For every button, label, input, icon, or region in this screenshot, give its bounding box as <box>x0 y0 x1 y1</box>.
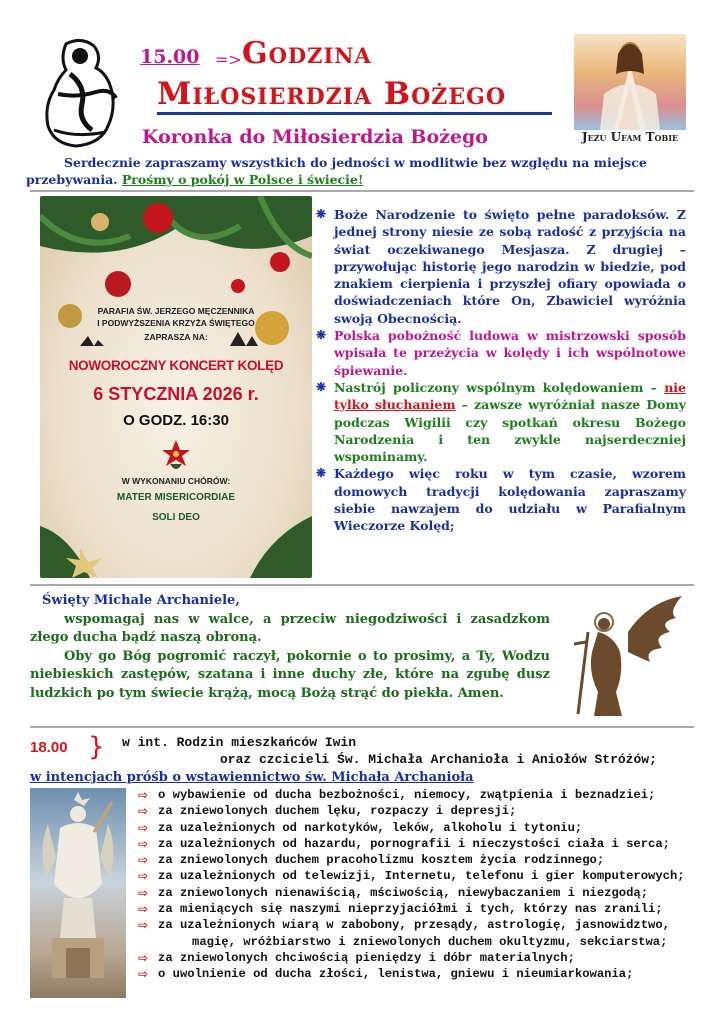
snowflake-icon: ❋ <box>316 466 327 481</box>
list-item <box>138 917 718 933</box>
arrow-right-icon: ⇨ <box>138 820 149 835</box>
intentions-heading: w intencjach próśb o wstawiennictwo św. Michała Archanioła <box>30 770 474 785</box>
list-item <box>138 836 718 852</box>
bullet-text: Polska pobożność ludowa w mistrzowski sposób wpisała te przeżycia w kolędy i ich wspólnotowe śpiewanie. <box>334 328 686 378</box>
list-item-text: za zniewolonych duchem lęku, rozpaczy i depresji; <box>158 804 517 819</box>
bullet-text: – zawsze wyróżniał nasze Domy podczas Wigilii czy spotkań okresu Bożego Narodzenia i ten zwykle najserdeczniej wspominamy. <box>334 397 686 465</box>
poster-choir-1: MATER MISERICORDIAE <box>116 492 236 503</box>
pieta-image <box>36 34 136 150</box>
divine-mercy-image <box>574 34 686 130</box>
arrow-right-icon: ⇨ <box>138 950 149 965</box>
prayer-title: Święty Michale Archaniele, <box>42 593 240 608</box>
divider <box>30 726 694 728</box>
list-item-text: za uzależnionych wiarą w zabobony, przesądy, astrologię, jasnowidztwo, <box>158 918 670 933</box>
arrow-right-icon: ⇨ <box>138 788 149 802</box>
list-item-text: o uwolnienie od ducha złości, lenistwa, gniewu i nieumiarkowania; <box>158 967 634 982</box>
list-item <box>138 950 718 966</box>
st-michael-prayer <box>30 592 550 703</box>
page-title-line2: Miłosierdzia Bożego <box>157 76 507 112</box>
arrow-right-icon: ⇨ <box>138 836 149 851</box>
list-item <box>138 885 718 901</box>
image-caption: Jezu Ufam Tobie <box>581 130 679 144</box>
time-arrow: => <box>215 50 242 69</box>
arrow-right-icon: ⇨ <box>138 853 149 868</box>
list-item-text: za zniewolonych duchem pracoholizmu kosztem życia rodzinnego; <box>158 853 605 868</box>
arrow-right-icon: ⇨ <box>138 918 149 933</box>
intentions-list <box>138 787 718 983</box>
list-item-text: za zniewolonych chciwością pieniędzy i dóbr materialnych; <box>158 950 575 965</box>
mass-time: 18.00 <box>30 739 68 756</box>
divider <box>30 584 694 586</box>
poster-parish-line2: I PODWYŻSZENIA KRZYŻA ŚWIĘTEGO <box>97 318 255 328</box>
christmas-bullets <box>316 206 686 535</box>
poster-parish-line1: PARAFIA ŚW. JERZEGO MĘCZENNIKA <box>97 306 255 316</box>
intro-paragraph <box>26 154 696 188</box>
list-item-text: za uzależnionych od narkotyków, leków, alkoholu i tytoniu; <box>158 820 583 835</box>
poster-choirs-label: W WYKONANIU CHÓRÓW: <box>121 476 231 486</box>
list-item <box>138 787 718 803</box>
list-item <box>138 901 718 917</box>
poster-invites: ZAPRASZA NA: <box>144 332 208 342</box>
list-item-text: za uzależnionych od hazardu, pornografii i nieczystości ciała i serca; <box>158 836 670 851</box>
arrow-right-icon: ⇨ <box>138 869 149 884</box>
bullet-item <box>316 379 686 465</box>
arrow-right-icon: ⇨ <box>138 902 149 917</box>
title-underline <box>157 112 552 115</box>
prayer-paragraph-1: wspomagaj nas w walce, a przeciw niegodziwości i zasadzkom złego ducha bądź naszą obroną. <box>30 611 550 645</box>
list-item <box>138 803 718 819</box>
event-time: 15.00 <box>140 46 200 68</box>
intro-highlight: Prośmy o pokój w Polsce i świecie! <box>121 172 364 187</box>
list-item-text: za uzależnionych od telewizji, Internetu, telefonu i gier komputerowych; <box>158 869 685 884</box>
snowflake-icon: ❋ <box>316 328 327 343</box>
list-item-continuation <box>138 934 718 950</box>
list-item-text: za zniewolonych nienawiścią, mściwością, niewybaczaniem i niezgodą; <box>158 885 649 900</box>
divider <box>30 190 694 192</box>
list-item <box>138 868 718 884</box>
list-item-text: magię, wróżbiarstwo i zniewolonych duchem okultyzmu, sekciarstwa; <box>192 934 668 949</box>
poster-date: 6 STYCZNIA 2026 r. <box>93 384 259 404</box>
poster-headline: NOWOROCZNY KONCERT KOLĘD <box>68 358 284 373</box>
intro-text: Serdecznie zapraszamy wszystkich do jedności w modlitwie bez względu na miejsce przebywania. <box>26 155 647 187</box>
list-item <box>138 852 718 868</box>
snowflake-icon: ❋ <box>316 207 327 221</box>
list-item <box>138 820 718 836</box>
bullet-item <box>316 327 686 379</box>
poster-choir-2: SOLI DEO <box>152 512 200 523</box>
bullet-text: Każdego więc roku w tym czasie, wzorem domowych tradycji kolędowania zapraszamy siebie nawzajem do udziału w Parafialnym Wieczorze Kolęd; <box>334 466 686 534</box>
bullet-item <box>316 465 686 534</box>
mass-intention-line1: w int. Rodzin mieszkańców Iwin <box>122 735 357 750</box>
arrow-right-icon: ⇨ <box>138 885 149 900</box>
bullet-emphasis: nie tylko słuchaniem <box>334 379 686 413</box>
bullet-text: Nastrój policzony wspólnym kolędowaniem – <box>334 379 665 395</box>
bullet-item <box>316 206 686 327</box>
snowflake-icon: ❋ <box>316 379 327 394</box>
list-item-text: o wybawienie od ducha bezbożności, niemocy, zwątpienia i beznadziei; <box>158 788 656 802</box>
concert-poster <box>40 196 312 578</box>
arrow-right-icon: ⇨ <box>138 967 149 982</box>
page-title-line1: Godzina <box>242 36 372 71</box>
archangel-image <box>558 592 686 720</box>
brace-icon: } <box>88 732 105 762</box>
st-michael-statue-image <box>30 788 126 998</box>
mass-intention-line2: oraz czcicieli Św. Michała Archanioła i Aniołów Stróżów; <box>220 752 657 767</box>
list-item <box>138 966 718 982</box>
subtitle: Koronka do Miłosierdzia Bożego <box>142 126 488 148</box>
prayer-paragraph-2: Oby go Bóg pogromić raczył, pokornie o to prosimy, a Ty, Wodzu niebieskich zastępów, szatana i inne duchy złe, które na zgubę dusz ludzkich po tym świecie krążą, mocą Bożą strąć do piekła. Amen. <box>30 648 550 701</box>
poster-hour: O GODZ. 16:30 <box>123 412 229 429</box>
arrow-right-icon: ⇨ <box>138 804 149 819</box>
list-item-text: za mieniących się naszymi nieprzyjaciółmi i tych, którzy nas zranili; <box>158 902 663 917</box>
bullet-text: Boże Narodzenie to święto pełne paradoksów. Z jednej strony niesie ze sobą radość z przyjścia na świat oczekiwanego Mesjasza. Z drugiej – przywołując historię jego narodzin w biedzie, pod znakiem cierpienia i przyszłej ofiary opowiada o doświadczeniach które On, Zbawiciel wyróżnia swoją Obecnością. <box>334 207 686 326</box>
